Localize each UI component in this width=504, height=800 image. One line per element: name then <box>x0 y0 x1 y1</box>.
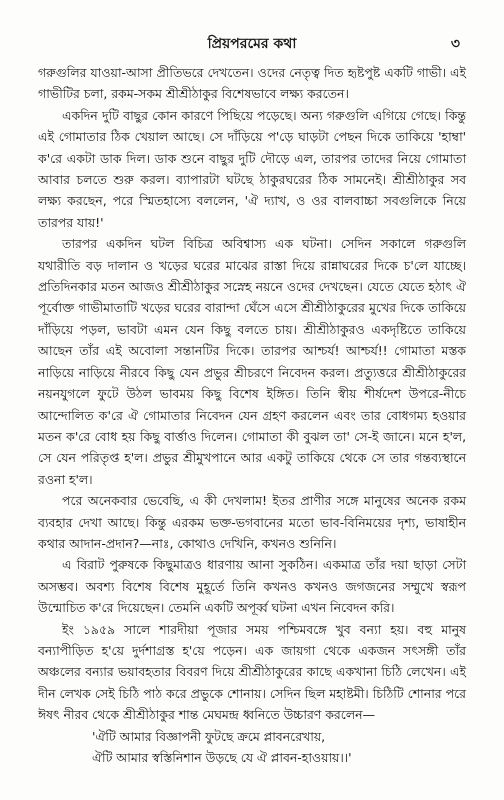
running-title: প্রিয়পরমের কথা <box>207 36 297 52</box>
page-number: ৩ <box>450 36 460 52</box>
paragraph-continued: গরুগুলির যাওয়া-আসা প্রীতিভরে দেখতেন। ওদের নেতৃত্ব দিত হৃষ্টপুষ্ট একটি গাভী। এই গাভীটির চলা, রকম-সকম শ্রীশ্রীঠাকুর বিশেষভাবে লক্ষ্য করতেন। <box>38 65 466 102</box>
page-body <box>38 62 466 768</box>
paragraph: ইং ১৯৫৯ সালে শারদীয়া পূজার সময় পশ্চিমবঙ্গে খুব বন্যা হয়। বহু মানুষ বন্যাপীড়িত হ'য়ে দুর্দশাগ্রস্ত হ'য়ে পড়েন। এক জায়গা থেকে একজন সৎসঙ্গী তাঁর অঞ্চলের বন্যার ভয়াবহতার বিবরণ দিয়ে শ্রীশ্রীঠাকুরের কাছে একখানা চিঠি লেখেন। এই দীন লেখক সেই চিঠি পাঠ করে প্রভুকে শোনায়। সেদিন ছিল মহাষ্টমী। চিঠিটি শোনার পরে ঈষৎ নীরব থেকে শ্রীশ্রীঠাকুর শান্ত মেঘমন্দ্র ধ্বনিতে উচ্চারণ করলেন— <box>38 621 466 723</box>
paragraph: তারপর একদিন ঘটল বিচিত্র অবিশ্বাস্য এক ঘটনা। সেদিন সকালে গরুগুলি যথারীতি বড় দালান ও খড়ের ঘরের মাঝের রাস্তা দিয়ে রান্নাঘরের দিকে চ'লে যাচ্ছে। প্রতিদিনকার মতন আজও শ্রীশ্রীঠাকুর সস্নেহ নয়নে ওদের দেখছেন। যেতে যেতে হঠাৎ ঐ পূর্বোক্ত গাভীমাতাটি খড়ের ঘরের বারান্দা ঘেঁসে এসে শ্রীশ্রীঠাকুরের মুখের দিকে তাকিয়ে দাঁড়িয়ে পড়ল, ভাবটা এমন যেন কিছু বলতে চায়। শ্রীশ্রীঠাকুরও একদৃষ্টিতে তাকিয়ে আছেন তাঁর এই অবোলা সন্তানটির দিকে। তারপর আশ্চর্য! আশ্চর্য!! গোমাতা মস্তক নাড়িয়ে নাড়িয়ে নীরবে কিছু যেন প্রভুর শ্রীচরণে নিবেদন করল। প্রত্যুত্তরে শ্রীশ্রীঠাকুরের নয়নযুগলে ফুটে উঠল ভাবময় কিছু বিশেষ ইঙ্গিত। তিনি স্বীয় শীর্ষদেশ উপরে-নীচে আন্দোলিত ক'রে ঐ গোমাতার নিবেদন যেন গ্রহণ করলেন এবং তার বোধগম্য হওয়ার মতন ক'রে বোধ হয় কিছু বার্ত্তাও দিলেন। গোমাতা কী বুঝল তা' সে-ই জানে। মনে হ'ল, সে যেন পরিতৃপ্ত হ'ল। প্রভুর শ্রীমুখপানে আর একটু তাকিয়ে থেকে সে তার গন্তব্যস্থানে রওনা হ'ল। <box>38 236 466 487</box>
page-header <box>0 34 504 54</box>
verse-line: ঐটি আমার স্বস্তিনিশান উড়ছে যে ঐ প্লাবন-হাওয়ায়।।' <box>92 750 352 765</box>
paragraph: একদিন দুটি বাছুর কোন কারণে পিছিয়ে পড়েছে। অন্য গরুগুলি এগিয়ে গেছে। কিন্তু এই গোমাতার ঠিক খেয়াল আছে। সে দাঁড়িয়ে প'ড়ে ঘাড়টা পেছন দিকে তাকিয়ে 'হাম্বা' ক'রে একটা ডাক দিল। ডাক শুনে বাছুর দুটি দৌড়ে এল, তারপর তাদের নিয়ে গোমাতা আবার চলতে শুরু করল। ব্যাপারটা ঘটছে ঠাকুরঘরের ঠিক সামনেই। শ্রীশ্রীঠাকুর সব লক্ষ্য করছেন, পরে স্মিতহাস্যে বললেন, 'ঐ দ্যাখ, ও ওর বালবাচ্চা সবগুলিকে নিয়ে তারপর যায়!' <box>38 107 466 230</box>
quoted-verse <box>38 726 466 769</box>
verse-line: 'ঐটি আমার বিজ্ঞাপনী ফুটছে ক্রমে প্লাবনরেখায়, <box>92 728 326 744</box>
paragraph: এ বিরাট পুরুষকে কিছুমাত্রও ধারণায় আনা সুকঠিন। একমাত্র তাঁর দয়া ছাড়া সেটা অসম্ভব। অবশ্য বিশেষ বিশেষ মুহূর্তে তিনি কখনও কখনও জগজনের সম্মুখে স্বরূপ উন্মোচিত ক'রে দিয়েছেন। তেমনি একটি অপূর্ব্ব ঘটনা এখন নিবেদন করি। <box>38 557 466 616</box>
paragraph: পরে অনেকবার ভেবেছি, এ কী দেখলাম! ইতর প্রাণীর সঙ্গে মানুষের অনেক রকম ব্যবহার দেখা আছে। কিন্তু এরকম ভক্ত-ভগবানের মতো ভাব-বিনিময়ের দৃশ্য, ভাষাহীন কথার আদান-প্রদান?—নাঃ, কোথাও দেখিনি, কখনও শুনিনি। <box>38 493 466 551</box>
